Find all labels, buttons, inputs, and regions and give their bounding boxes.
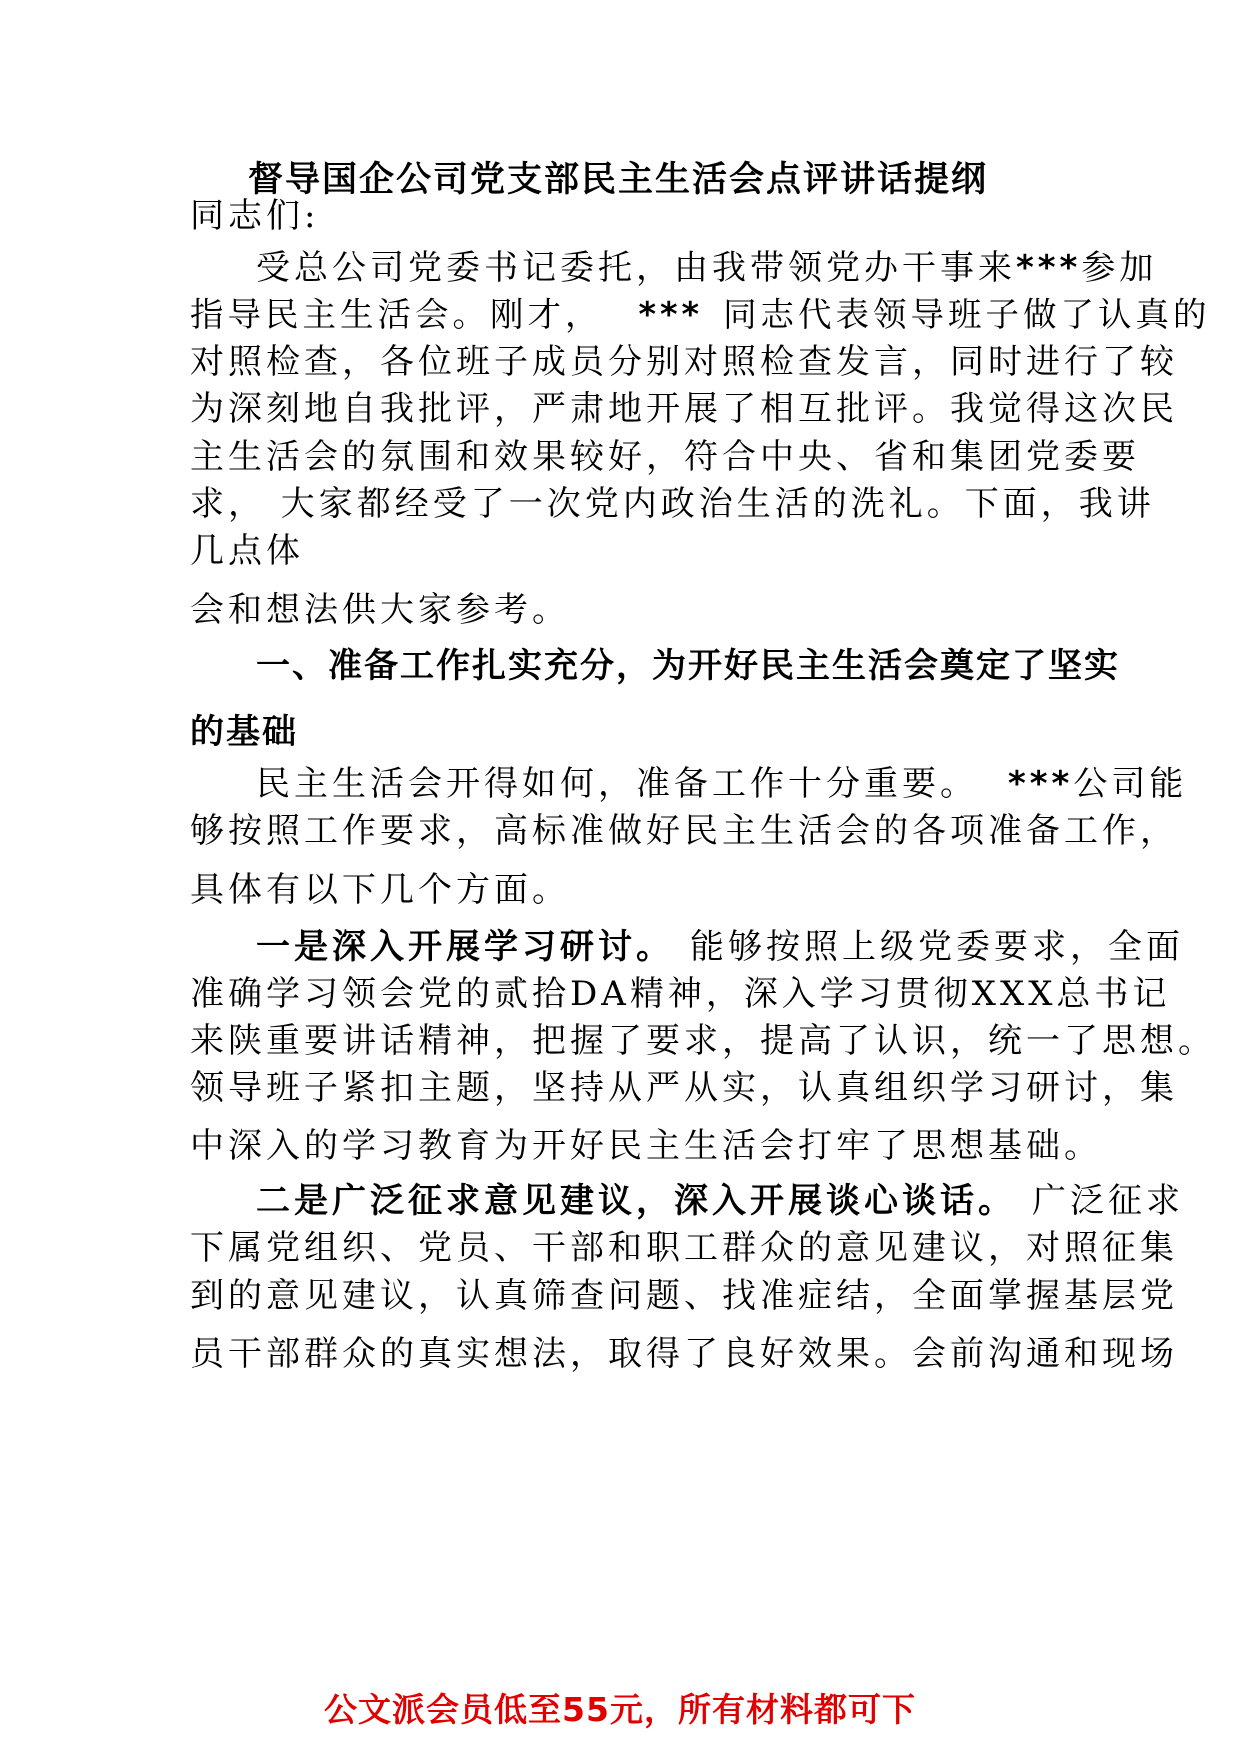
paragraph-1-line-5: 主生活会的氛围和效果较好，符合中央、省和集团党委要 <box>190 437 1140 477</box>
paragraph-2-line-1 <box>256 764 1187 804</box>
paragraph-1-line-2 <box>190 295 1211 335</box>
paragraph-3-line-3: 来陕重要讲话精神，把握了要求，提高了认识，统一了思想。 <box>190 1021 1216 1061</box>
text-run: 能够按照上级党委要求，全面 <box>690 927 1184 967</box>
text-run: 受总公司党委书记委托，由我带领党办干事来 <box>256 248 1016 288</box>
text-run: 广泛征求 <box>1032 1181 1184 1221</box>
section-heading-1-line-1: 一、准备工作扎实充分，为开好民主生活会奠定了坚实 <box>256 646 1120 686</box>
promo-footer: 公文派会员低至55元，所有材料都可下 <box>324 1690 916 1729</box>
bold-lead: 一是深入开展学习研讨。 <box>256 927 674 967</box>
text-run: 指导民主生活会。刚才， <box>190 295 603 334</box>
paragraph-4-line-4: 员干部群众的真实想法，取得了良好效果。会前沟通和现场 <box>190 1334 1178 1374</box>
redacted-name: *** <box>1008 764 1074 804</box>
paragraph-1-line-8: 会和想法供大家参考。 <box>190 590 570 630</box>
redacted-name: *** <box>638 295 704 334</box>
paragraph-1-line-1 <box>256 248 1157 288</box>
paragraph-1-line-3: 对照检查，各位班子成员分别对照检查发言，同时进行了较 <box>190 342 1178 382</box>
text-run: 参加 <box>1081 248 1158 288</box>
paragraph-1-line-4: 为深刻地自我批评，严肃地开展了相互批评。我觉得这次民 <box>190 389 1178 429</box>
bold-lead: 二是广泛征求意见建议，深入开展谈心谈话。 <box>256 1181 1016 1221</box>
text-run: 同志代表领导班子做了认真的 <box>723 295 1211 334</box>
text-run: 民主生活会开得如何，准备工作十分重要。 <box>256 764 978 804</box>
paragraph-3-line-2: 准确学习领会党的贰拾DA精神，深入学习贯彻XXX总书记 <box>190 974 1171 1014</box>
paragraph-4-line-3: 到的意见建议，认真筛查问题、找准症结，全面掌握基层党 <box>190 1276 1178 1316</box>
paragraph-2-line-2: 够按照工作要求，高标准做好民主生活会的各项准备工作， <box>190 811 1178 851</box>
document-title: 督导国企公司党支部民主生活会点评讲话提纲 <box>248 160 989 200</box>
paragraph-3-line-5: 中深入的学习教育为开好民主生活会打牢了思想基础。 <box>190 1126 1102 1166</box>
section-heading-1-line-2: 的基础 <box>190 712 298 752</box>
paragraph-1-line-6: 求， 大家都经受了一次党内政治生活的洗礼。下面，我讲 <box>190 484 1155 524</box>
salutation: 同志们: <box>190 196 320 236</box>
paragraph-1-line-7: 几点体 <box>190 531 304 571</box>
paragraph-4-line-2: 下属党组织、党员、干部和职工群众的意见建议，对照征集 <box>190 1228 1178 1268</box>
paragraph-2-line-3: 具体有以下几个方面。 <box>190 870 570 910</box>
redacted-name: *** <box>1016 248 1082 288</box>
paragraph-3-line-4: 领导班子紧扣主题，坚持从严从实，认真组织学习研讨，集 <box>190 1068 1178 1108</box>
paragraph-3-line-1 <box>256 927 1184 967</box>
text-run: 公司能 <box>1073 764 1188 804</box>
paragraph-4-line-1 <box>256 1181 1184 1221</box>
